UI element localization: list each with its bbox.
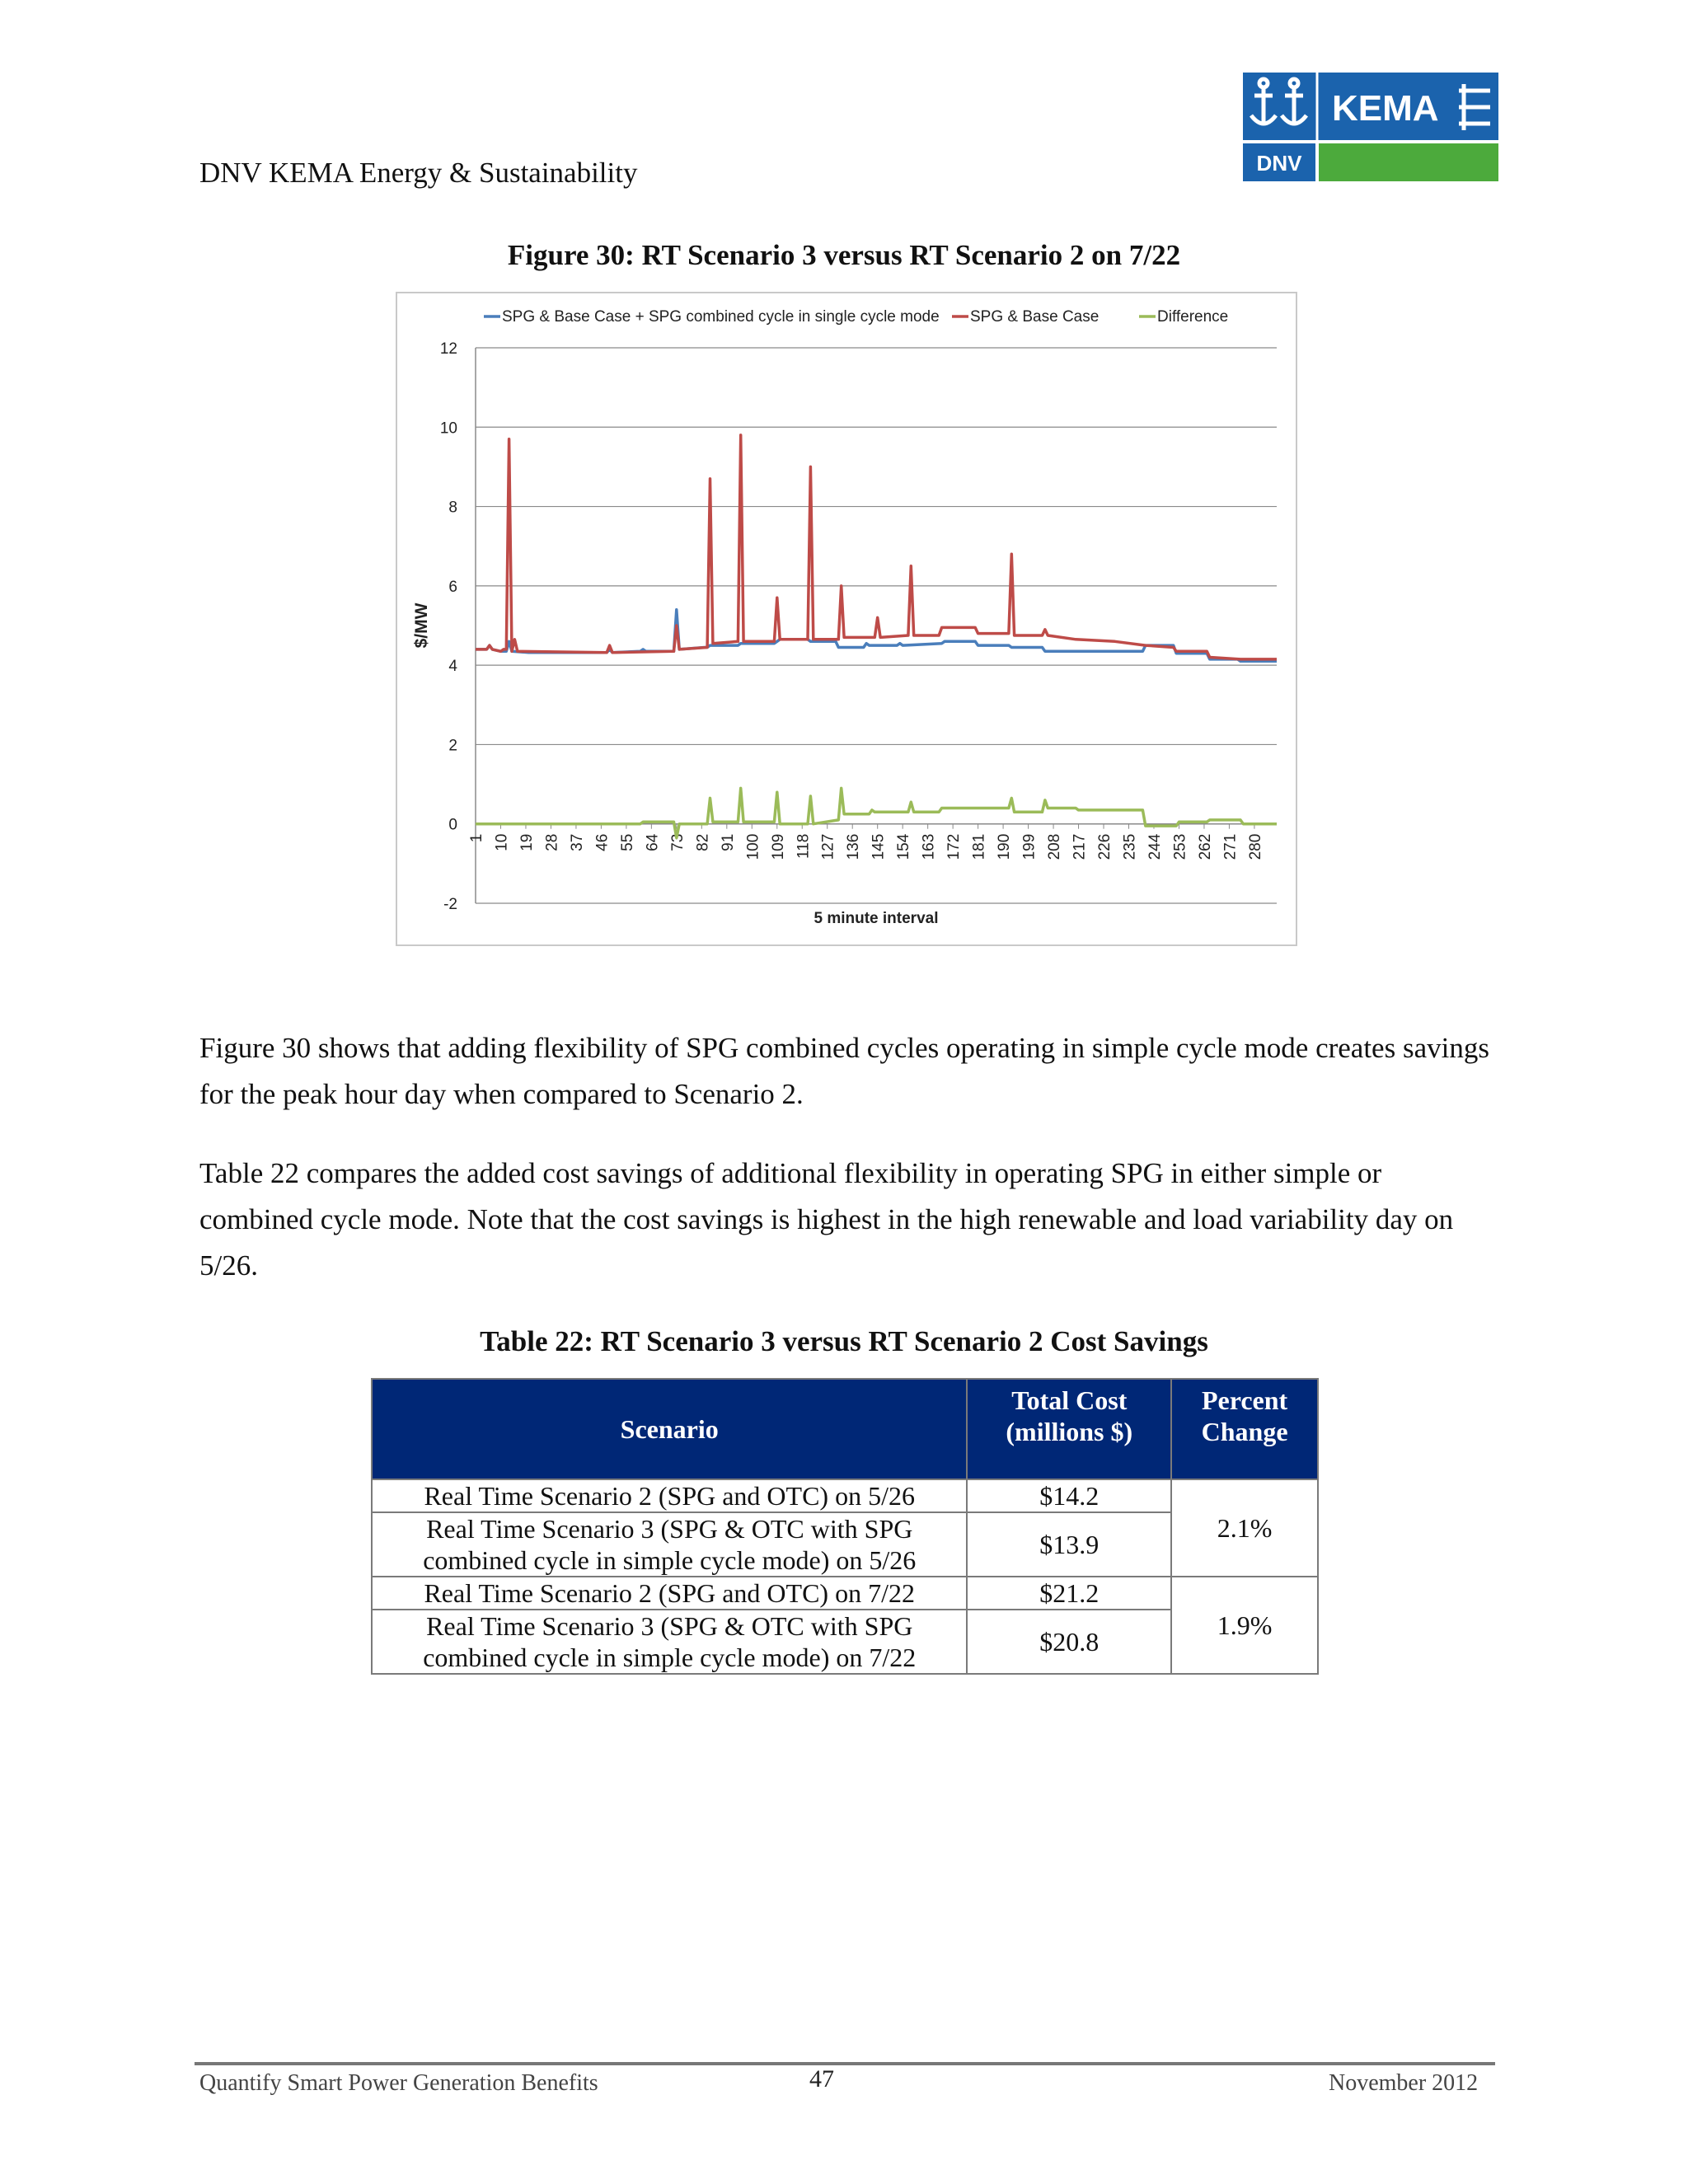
y-tick-label: 12 [439,340,457,358]
cell-percent: 1.9% [1171,1577,1318,1674]
cell-cost: $20.8 [967,1610,1171,1674]
cell-scenario: Real Time Scenario 3 (SPG & OTC with SPG combined cycle in simple cycle mode) on 7/22 [372,1610,967,1674]
table-row [372,1577,1318,1610]
table-header-row [372,1379,1318,1479]
footer-rule [195,2062,1495,2065]
table-title: Table 22: RT Scenario 3 versus RT Scenario 2 Cost Savings [480,1325,1208,1357]
x-tick-label: 10 [493,833,511,851]
header-org-name: DNV KEMA Energy & Sustainability [199,157,638,189]
page-number: 47 [809,2065,834,2093]
footer-doc-title: Quantify Smart Power Generation Benefits [199,2070,598,2096]
x-tick-label: 244 [1146,833,1164,860]
x-tick-label: 55 [618,833,636,851]
x-tick-label: 235 [1121,833,1139,860]
cell-cost: $14.2 [967,1479,1171,1512]
cell-scenario: Real Time Scenario 3 (SPG & OTC with SPG combined cycle in simple cycle mode) on 5/26 [372,1512,967,1577]
logo-green-band [1319,143,1498,181]
x-tick-label: 217 [1071,833,1089,860]
x-tick-label: 91 [719,833,737,851]
y-tick-label: 0 [448,816,457,834]
paragraph-1: Figure 30 shows that adding flexibility of SPG combined cycles operating in simple cycle mode creates savings for the peak hour day when compared to Scenario 2. [199,1032,1489,1110]
cell-percent: 2.1% [1171,1479,1318,1577]
kema-logo [1243,73,1498,181]
x-tick-label: 127 [819,833,837,860]
x-tick-label: 19 [518,833,536,851]
x-tick-label: 262 [1196,833,1214,860]
logo-brand-text: KEMA [1332,88,1439,129]
x-tick-label: 28 [543,833,561,851]
header-total-cost: Total Cost (millions $) [967,1379,1171,1479]
logo-mark-icon [1459,84,1490,130]
x-axis-title: 5 minute interval [814,910,939,927]
legend-label: Difference [1157,308,1229,326]
x-tick-label: 145 [870,833,888,860]
x-tick-label: 163 [920,833,938,860]
x-tick-label: 73 [668,833,687,851]
x-tick-label: 136 [845,833,863,860]
x-tick-label: 226 [1096,833,1114,860]
legend-label: SPG & Base Case [970,308,1100,326]
y-tick-label: -2 [443,896,457,913]
x-tick-label: 199 [1020,833,1039,860]
x-tick-label: 82 [694,833,712,851]
x-tick-label: 1 [468,833,485,843]
x-tick-label: 118 [795,833,813,860]
x-tick-label: 253 [1171,833,1189,860]
y-tick-label: 4 [448,658,457,676]
figure-title: Figure 30: RT Scenario 3 versus RT Scenario 2 on 7/22 [507,239,1181,271]
cell-scenario: Real Time Scenario 2 (SPG and OTC) on 5/26 [372,1479,967,1512]
x-tick-label: 37 [568,833,586,851]
y-tick-label: 6 [448,578,457,596]
x-tick-label: 46 [593,833,612,851]
x-tick-label: 172 [945,833,964,860]
x-tick-label: 100 [744,833,762,860]
x-tick-label: 181 [970,833,988,860]
x-tick-label: 190 [996,833,1014,860]
paragraph-2: Table 22 compares the added cost savings of additional flexibility in operating SPG in either simple or combined cycle mode. Note that the cost savings is highest in the high renewable and load variability day on 5/26. [199,1157,1454,1282]
legend-label: SPG & Base Case + SPG combined cycle in single cycle mode [502,308,940,326]
cell-scenario: Real Time Scenario 2 (SPG and OTC) on 7/22 [372,1577,967,1610]
y-tick-label: 2 [448,737,457,755]
header-percent-change: Percent Change [1171,1379,1318,1479]
series-line-3 [476,788,1277,837]
table-row [372,1479,1318,1512]
header-scenario: Scenario [372,1379,967,1479]
x-tick-label: 280 [1246,833,1264,860]
logo-sub-text: DNV [1256,151,1302,176]
series-line-2 [476,435,1277,659]
x-tick-label: 64 [644,833,662,851]
line-chart [397,293,1296,944]
y-tick-label: 8 [448,499,457,517]
y-axis-title: $/MW [412,602,431,649]
x-tick-label: 271 [1221,833,1240,860]
x-tick-label: 109 [769,833,787,860]
x-tick-label: 208 [1046,833,1064,860]
chart-frame [396,292,1297,946]
cell-cost: $21.2 [967,1577,1171,1610]
y-tick-label: 10 [439,419,457,438]
x-tick-label: 154 [895,833,913,860]
cost-savings-table [371,1378,1319,1675]
cell-cost: $13.9 [967,1512,1171,1577]
footer-date: November 2012 [1329,2070,1479,2096]
